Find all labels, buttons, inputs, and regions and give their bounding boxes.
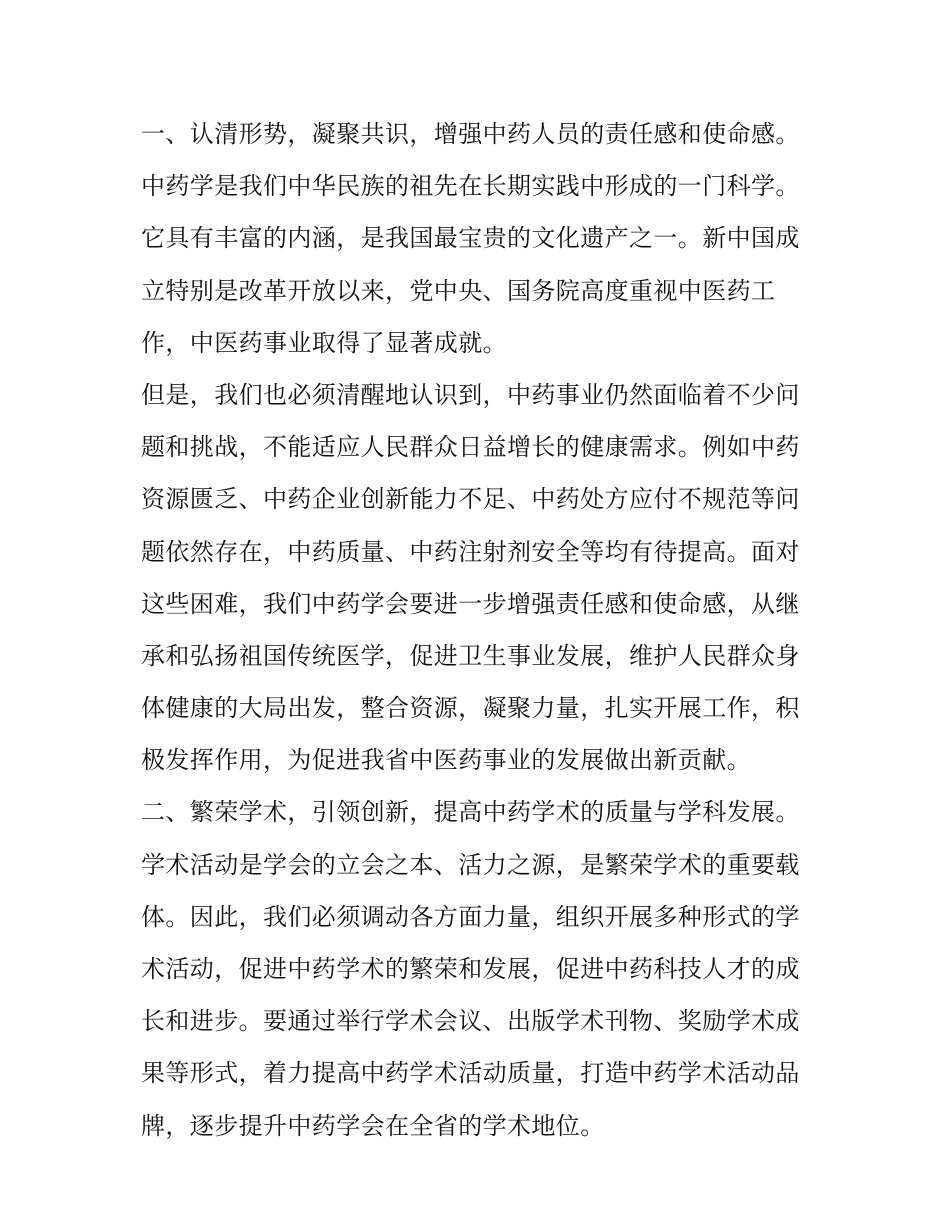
text-line: 但是，我们也必须清醒地认识到，中药事业仍然面临着不少问 — [141, 380, 800, 409]
text-line: 承和弘扬祖国传统医学，促进卫生事业发展，维护人民群众身 — [141, 641, 800, 670]
section-heading-2: 二、繁荣学术，引领创新，提高中药学术的质量与学科发展。 — [141, 798, 800, 827]
text-line: 长和进步。要通过举行学术会议、出版学术刊物、奖励学术成 — [141, 1007, 800, 1036]
text-line: 中药学是我们中华民族的祖先在长期实践中形成的一门科学。 — [141, 172, 800, 201]
text-line: 题和挑战，不能适应人民群众日益增长的健康需求。例如中药 — [141, 433, 800, 462]
text-line: 体健康的大局出发，整合资源，凝聚力量，扎实开展工作，积 — [141, 694, 800, 723]
text-line: 学术活动是学会的立会之本、活力之源，是繁荣学术的重要载 — [141, 850, 800, 879]
text-line: 资源匮乏、中药企业创新能力不足、中药处方应付不规范等问 — [141, 485, 800, 514]
text-line: 它具有丰富的内涵，是我国最宝贵的文化遗产之一。新中国成 — [141, 224, 800, 253]
text-line: 立特别是改革开放以来，党中央、国务院高度重视中医药工 — [141, 276, 776, 305]
document-body — [141, 108, 821, 1152]
section-heading-1: 一、认清形势，凝聚共识，增强中药人员的责任感和使命感。 — [141, 120, 800, 148]
text-line: 牌，逐步提升中药学会在全省的学术地位。 — [141, 1111, 605, 1140]
text-line: 作，中医药事业取得了显著成就。 — [141, 328, 507, 357]
text-line: 术活动，促进中药学术的繁荣和发展，促进中药科技人才的成 — [141, 955, 800, 983]
text-line: 极发挥作用，为促进我省中医药事业的发展做出新贡献。 — [141, 746, 751, 775]
text-line: 题依然存在，中药质量、中药注射剂安全等均有待提高。面对 — [141, 537, 800, 566]
text-line: 这些困难，我们中药学会要进一步增强责任感和使命感，从继 — [141, 589, 800, 618]
text-line: 果等形式，着力提高中药学术活动质量，打造中药学术活动品 — [141, 1059, 800, 1088]
text-line: 体。因此，我们必须调动各方面力量，组织开展多种形式的学 — [141, 902, 800, 931]
